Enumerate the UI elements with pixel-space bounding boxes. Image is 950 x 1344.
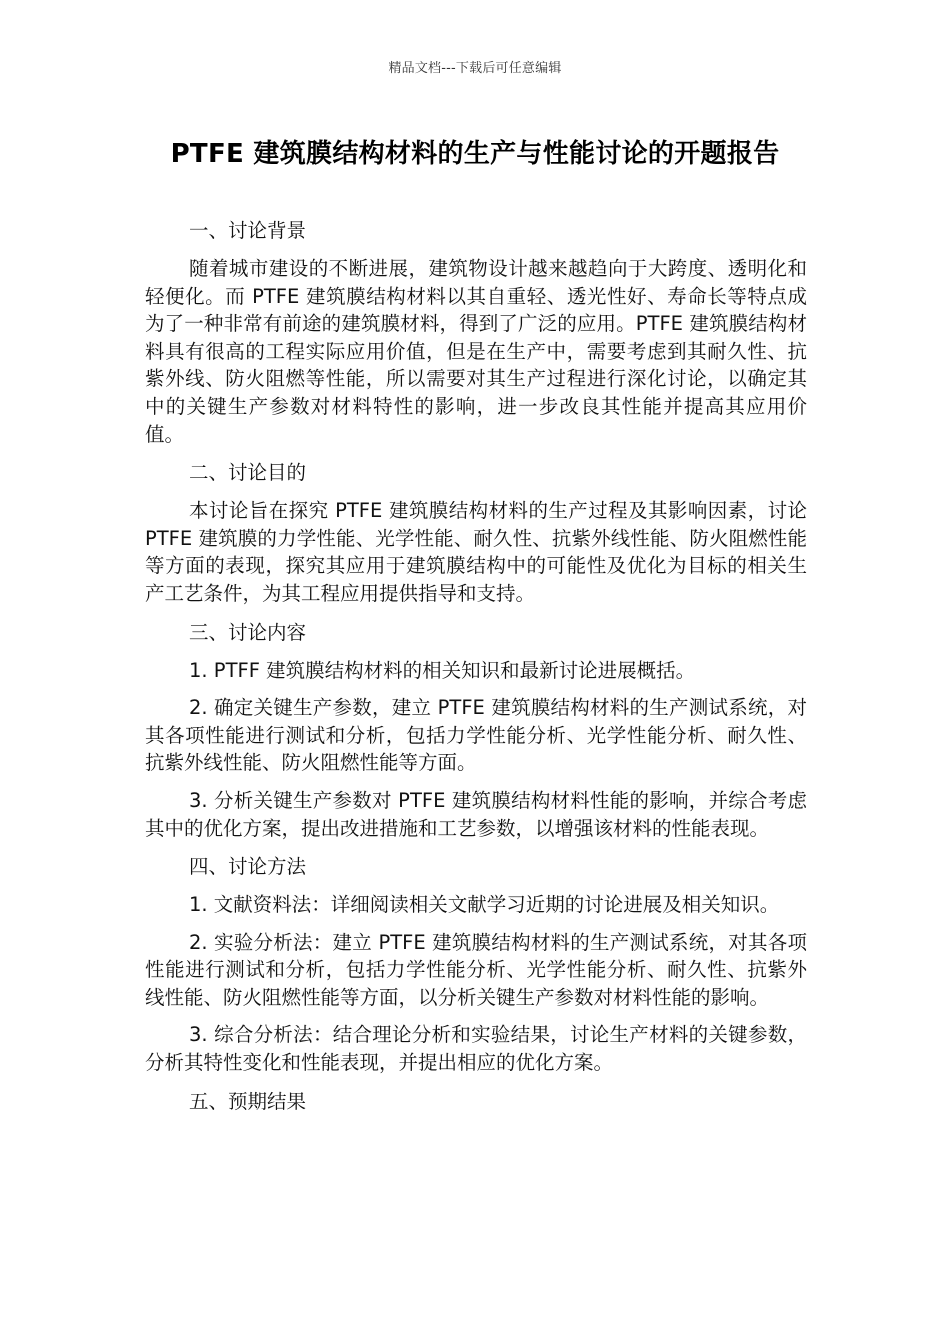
method-item-1: 1. 文献资料法：详细阅读相关文献学习近期的讨论进展及相关知识。: [189, 893, 780, 917]
method-item-2: 2. 实验分析法：建立 PTFE 建筑膜结构材料的生产测试系统，对其各项性能进行测试和分析，包括力学性能分析、光学性能分析、耐久性、抗紫外线性能、防火阻燃性能等方面，以分析关键生产参数对材料性能的影响。: [145, 930, 807, 1009]
paragraph-background: 随着城市建设的不断进展，建筑物设计越来越趋向于大跨度、透明化和轻便化。而 PTFE 建筑膜结构材料以其自重轻、透光性好、寿命长等特点成为了一种非常有前途的建筑膜材料，得到了广泛的应用。PTFE 建筑膜结构材料具有很高的工程实际应用价值，但是在生产中，需要考虑到其耐久性、抗紫外线、防火阻燃等性能，所以需要对其生产过程进行深化讨论，以确定其中的关键生产参数对材料特性的影响，进一步改良其性能并提高其应用价值。: [145, 257, 807, 446]
document-body: [145, 216, 807, 1117]
section-heading-background: 一、讨论背景: [189, 219, 307, 242]
content-item-3: 3. 分析关键生产参数对 PTFE 建筑膜结构材料性能的影响，并综合考虑其中的优化方案，提出改进措施和工艺参数，以增强该材料的性能表现。: [145, 788, 807, 840]
section-heading-content: 三、讨论内容: [189, 620, 307, 644]
section-heading-methods: 四、讨论方法: [189, 855, 307, 879]
section-heading-expected-results: 五、预期结果: [189, 1089, 307, 1113]
method-item-3: 3. 综合分析法：结合理论分析和实验结果，讨论生产材料的关键参数，分析其特性变化和性能表现，并提出相应的优化方案。: [145, 1023, 807, 1075]
content-item-1: 1. PTFF 建筑膜结构材料的相关知识和最新讨论进展概括。: [189, 658, 696, 682]
paragraph-purpose: 本讨论旨在探究 PTFE 建筑膜结构材料的生产过程及其影响因素，讨论 PTFE 建筑膜的力学性能、光学性能、耐久性、抗紫外线性能、防火阻燃性能等方面的表现，探究其应用于建筑膜结构中的可能性及优化为目标的相关生产工艺条件，为其工程应用提供指导和支持。: [145, 499, 807, 605]
document-title: PTFE 建筑膜结构材料的生产与性能讨论的开题报告: [170, 139, 780, 169]
content-item-2: 2. 确定关键生产参数，建立 PTFE 建筑膜结构材料的生产测试系统，对其各项性能进行测试和分析，包括力学性能分析、光学性能分析、耐久性、抗紫外线性能、防火阻燃性能等方面。: [145, 696, 807, 775]
section-heading-purpose: 二、讨论目的: [189, 461, 307, 485]
header-note: 精品文档---下载后可任意编辑: [388, 61, 562, 76]
